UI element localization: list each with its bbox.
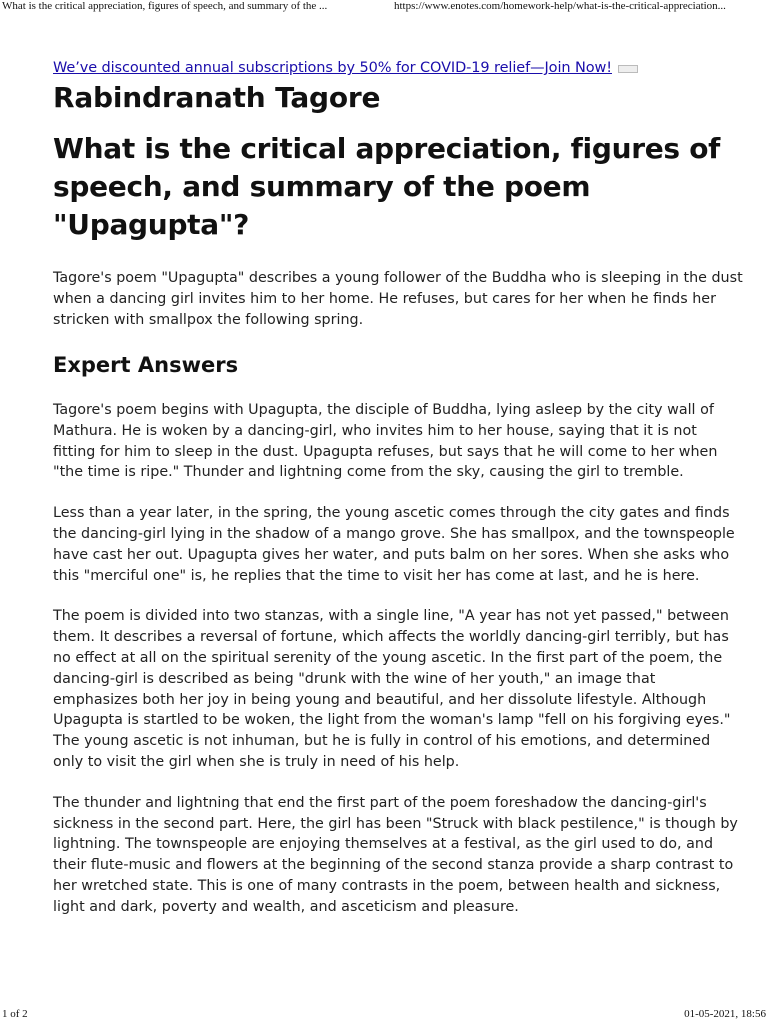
print-header [0, 0, 768, 18]
expert-answers-heading: Expert Answers [53, 353, 239, 377]
answer-paragraph: The poem is divided into two stanzas, with a single line, "A year has not yet passed," between them. It describes a reversal of fortune, which affects the worldly dancing-girl terribly, but has no effect at all on the spiritual serenity of the young ascetic. In the first part of the poem, the dancing-girl is described as being "drunk with the wine of her youth," an image that emphasizes both her joy in being young and beautiful, and her dissolute lifestyle. Although Upagupta is startled to be woken, the light from the woman's lamp "fell on his forgiving eyes." The young ascetic is not inhuman, but he is fully in control of his emotions, and determined only to visit the girl when she is truly in need of his help. [53, 608, 731, 770]
answer-paragraph: The thunder and lightning that end the first part of the poem foreshadow the dancing-girl's sickness in the second part. Here, the girl has been "Struck with black pestilence," is though by lightning. The townspeople are enjoying themselves at a festival, as the girl used to do, and their flute-music and flowers at the beginning of the second stanza provide a sharp contrast to her wretched state. This is one of many contrasts in the poem, between health and sickness, light and dark, poverty and wealth, and asceticism and pleasure. [53, 794, 738, 915]
page-number: 1 of 2 [2, 1008, 28, 1020]
promo-banner [53, 52, 743, 76]
print-footer [0, 1008, 768, 1024]
article-content [53, 52, 743, 918]
print-header-title: What is the critical appreciation, figures of speech, and summary of the ... [2, 0, 328, 12]
answer-paragraph: Tagore's poem begins with Upagupta, the disciple of Buddha, lying asleep by the city wall of Mathura. He is woken by a dancing-girl, who invites him to her house, saying that it is not fitting for him to sleep in the dust. Upagupta refuses, but says that he will come to her when "the time is ripe." Thunder and lightning come from the sky, causing the girl to tremble. [53, 402, 718, 481]
print-header-url: https://www.enotes.com/homework-help/what-is-the-critical-appreciation... [394, 0, 726, 12]
print-timestamp: 01-05-2021, 18:56 [684, 1008, 766, 1020]
answer-summary: Tagore's poem "Upagupta" describes a young follower of the Buddha who is sleeping in the dust when a dancing girl invites him to her home. He refuses, but cares for her when he finds her stricken with smallpox the following spring. [53, 270, 743, 328]
promo-image-icon [618, 65, 638, 73]
promo-subscribe-link[interactable]: We’ve discounted annual subscriptions by 50% for COVID-19 relief—Join Now! [53, 60, 612, 76]
question-title: What is the critical appreciation, figures of speech, and summary of the poem "Upagupta"? [53, 132, 721, 241]
author-title: Rabindranath Tagore [53, 81, 381, 114]
answer-paragraph: Less than a year later, in the spring, the young ascetic comes through the city gates and finds the dancing-girl lying in the shadow of a mango grove. She has smallpox, and the townspeople have cast her out. Upagupta gives her water, and puts balm on her sores. When she asks who this "merciful one" is, he replies that the time to visit her has come at last, and he is here. [53, 505, 735, 584]
